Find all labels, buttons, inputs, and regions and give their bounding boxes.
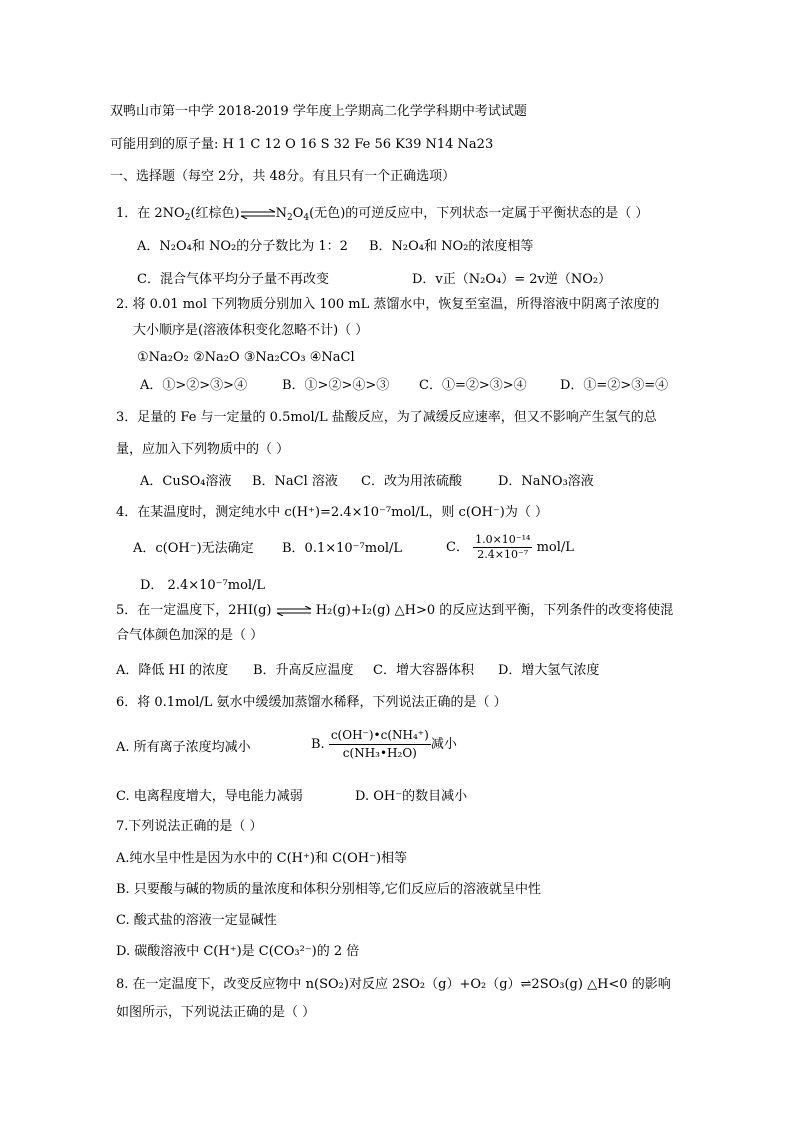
q6-option-a: A. 所有离子浓度均减小 <box>116 740 251 755</box>
question-2-stem-line2: 大小顺序是(溶液体积变化忽略不计)（ ） <box>133 323 369 338</box>
q4-option-c-unit: mol/L <box>536 540 574 555</box>
q2-option-c: C．①=②>③>④ <box>419 378 527 393</box>
subscript-4: 4 <box>303 213 310 223</box>
equilibrium-arrow-icon <box>276 606 312 616</box>
atomic-masses-line: 可能用到的原子量: H 1 C 12 O 16 S 32 Fe 56 K39 N14 Na23 <box>110 137 494 152</box>
question-4-stem: 4．在某温度时，测定纯水中 c(H⁺)=2.4×10⁻⁷mol/L，则 c(OH⁻)为（ ） <box>116 505 548 520</box>
q3-option-d: D．NaNO₃溶液 <box>498 474 594 489</box>
q4-option-c <box>446 533 574 562</box>
q1-stem-part: N <box>275 206 287 221</box>
q7-option-d: D. 碳酸溶液中 C(H⁺)是 C(CO₃²⁻)的 2 倍 <box>116 944 360 959</box>
question-8-stem-line2: 如图所示，下列说法正确的是（ ） <box>116 1005 316 1020</box>
q5-option-b: B．升高反应温度 <box>253 663 354 678</box>
q4-option-d: D． 2.4×10⁻⁷mol/L <box>140 578 266 593</box>
q7-option-b: B. 只要酸与碱的物质的量浓度和体积分别相等,它们反应后的溶液就呈中性 <box>116 882 541 897</box>
fraction-numerator: c(OH⁻)•c(NH₄⁺) <box>329 727 431 745</box>
q4-option-c-fraction <box>473 533 532 562</box>
q6-option-b-tail: 减小 <box>430 737 457 752</box>
q3-option-c: C．改为用浓硫酸 <box>361 474 462 489</box>
question-5-stem-line2: 合气体颜色加深的是（ ） <box>116 628 264 643</box>
q4-option-c-label: C． <box>446 540 469 555</box>
q1-stem-part: (无色)的可逆反应中，下列状态一定属于平衡状态的是（ ） <box>309 206 649 221</box>
q1-stem-part: O <box>292 206 304 221</box>
q6-option-b-fraction <box>329 727 431 762</box>
q5-option-a: A．降低 HI 的浓度 <box>116 663 229 678</box>
q1-option-b: B．N₂O₄和 NO₂的浓度相等 <box>369 239 534 254</box>
q5-option-c: C．增大容器体积 <box>373 663 474 678</box>
question-7-stem: 7.下列说法正确的是（ ） <box>116 819 263 834</box>
fraction-denominator: 2.4×10⁻⁷ <box>477 548 529 561</box>
question-2-stem-line1: 2. 将 0.01 mol 下列物质分别加入 100 mL 蒸馏水中，恢复至室温，所得溶液中阴离子浓度的 <box>116 297 660 312</box>
q6-option-b-label: B. <box>311 737 325 752</box>
q1-stem-part: 1．在 2NO <box>116 206 185 221</box>
q7-option-a: A.纯水呈中性是因为水中的 C(H⁺)和 C(OH⁻)相等 <box>116 851 408 866</box>
q1-option-c: C．混合气体平均分子量不再改变 <box>137 272 329 287</box>
q5-stem-part: 5．在一定温度下，2HI(g) <box>116 603 272 618</box>
q1-option-a: A．N₂O₄和 NO₂的分子数比为 1：2 <box>137 239 348 254</box>
question-5-stem-line1 <box>116 602 673 620</box>
question-8-stem-line1: 8. 在一定温度下，改变反应物中 n(SO₂)对反应 2SO₂（g）+O₂（g）⇌2SO₃(g) △H<0 的影响 <box>116 977 671 992</box>
q4-option-b: B．0.1×10⁻⁷mol/L <box>282 541 403 556</box>
fraction-numerator: 1.0×10⁻¹⁴ <box>475 533 531 546</box>
q4-option-a: A．c(OH⁻)无法确定 <box>133 541 254 556</box>
question-3-stem-line1: 3．足量的 Fe 与一定量的 0.5mol/L 盐酸反应，为了减缓反应速率，但又不影响产生氢气的总 <box>116 410 657 425</box>
q5-option-d: D．增大氢气浓度 <box>498 663 600 678</box>
question-6-stem: 6．将 0.1mol/L 氨水中缓缓加蒸馏水稀释，下列说法正确的是（ ） <box>116 695 507 710</box>
subscript-2: 2 <box>286 213 293 223</box>
q2-item-list: ①Na₂O₂ ②Na₂O ③Na₂CO₃ ④NaCl <box>137 350 355 365</box>
question-1-stem <box>116 205 648 227</box>
q2-option-a: A．①>②>③>④ <box>140 378 248 393</box>
q5-stem-part: H₂(g)+I₂(g) △H>0 的反应达到平衡，下列条件的改变将使混 <box>315 603 674 618</box>
q2-option-d: D．①=②>③=④ <box>560 378 669 393</box>
equilibrium-arrow-icon <box>240 209 276 219</box>
q2-option-b: B．①>②>④>③ <box>282 378 390 393</box>
q1-stem-part: (红棕色) <box>190 206 240 221</box>
exam-title: 双鸭山市第一中学 2018-2019 学年度上学期高二化学学科期中考试试题 <box>110 104 527 119</box>
q3-option-b: B．NaCl 溶液 <box>252 474 338 489</box>
question-3-stem-line2: 量，应加入下列物质中的（ ） <box>116 442 290 457</box>
section-heading: 一、选择题（每空 2分，共 48分。有且只有一个正确选项） <box>110 169 456 184</box>
q3-option-a: A．CuSO₄溶液 <box>140 474 232 489</box>
fraction-denominator: c(NH₃•H₂O) <box>342 746 417 760</box>
q1-option-d: D．v正（N₂O₄）= 2v逆（NO₂） <box>412 272 612 287</box>
q6-option-c: C. 电离程度增大，导电能力减弱 <box>116 789 303 804</box>
q7-option-c: C. 酸式盐的溶液一定显碱性 <box>116 913 277 928</box>
q6-option-b <box>311 727 457 762</box>
q6-option-d: D. OH⁻的数目减小 <box>355 789 468 804</box>
subscript-2: 2 <box>184 213 191 223</box>
